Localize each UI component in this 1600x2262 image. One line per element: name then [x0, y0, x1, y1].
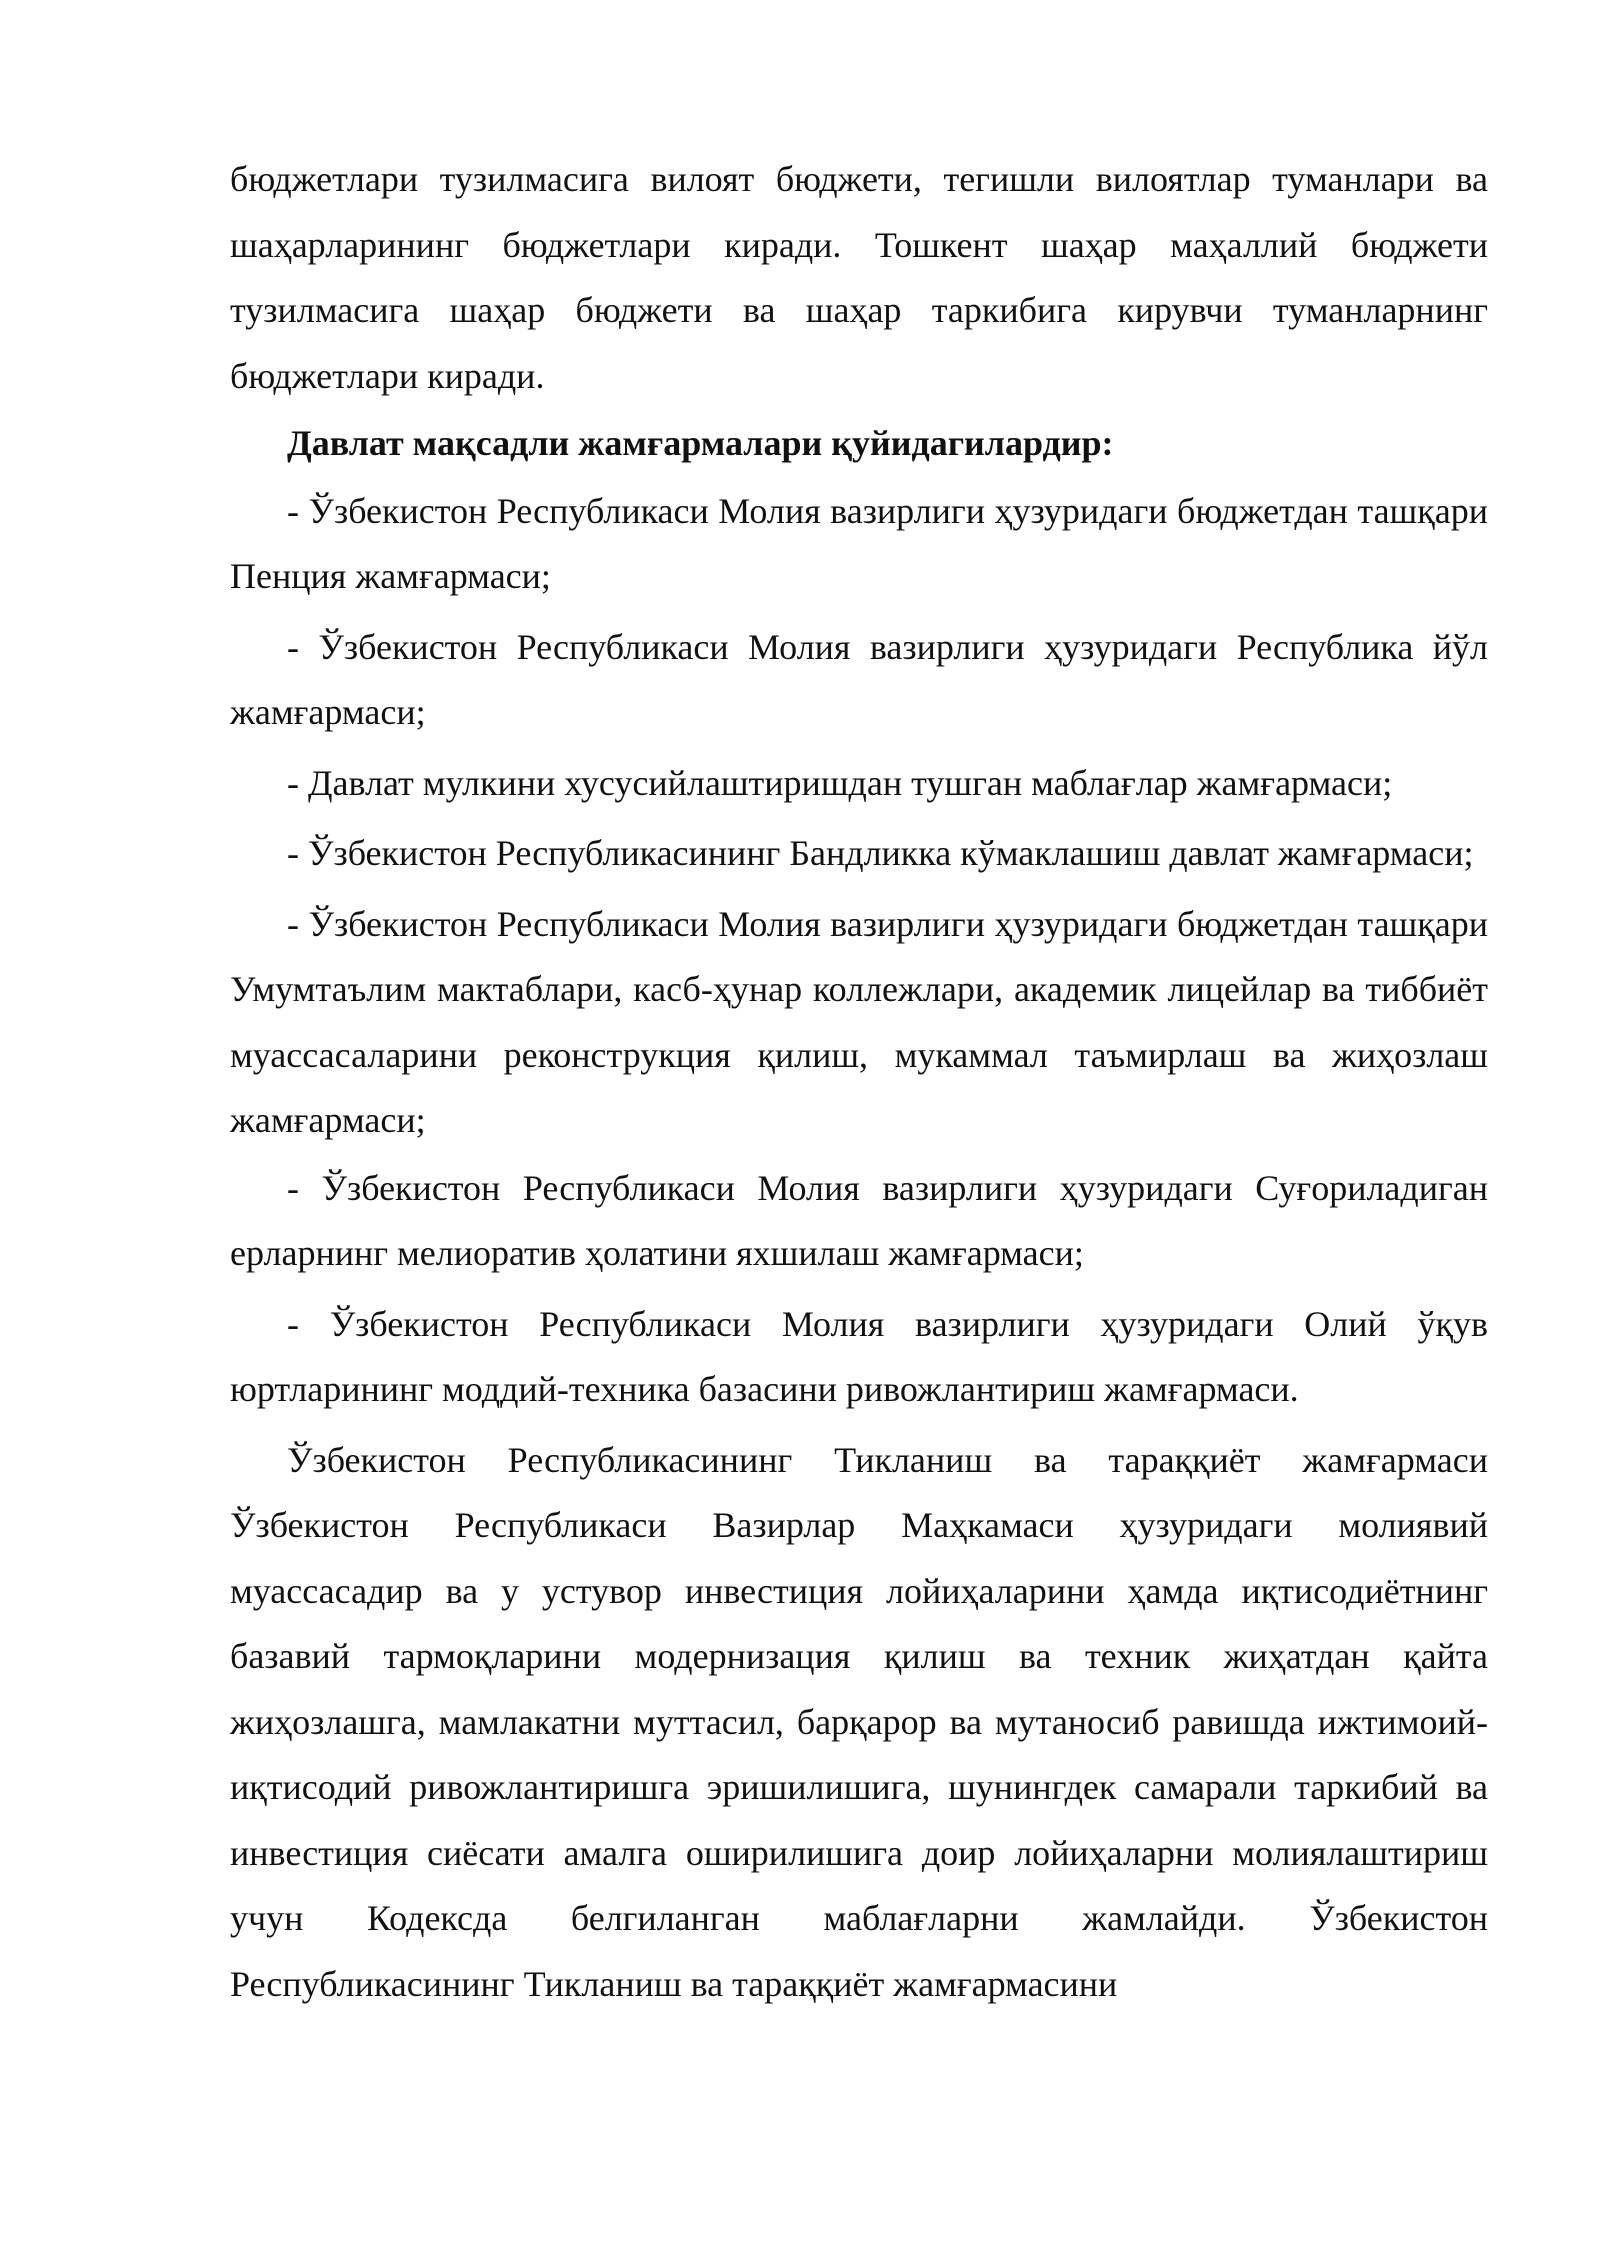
heading-state-target-funds: Давлат мақсадли жамғармалари қуйидагилардир:: [287, 423, 1114, 463]
paragraph-local-budgets: бюджетлари тузилмасига вилоят бюджети, тегишли вилоятлар туманлари ва шаҳарларининг бюджетлари киради. Тошкент шаҳар маҳаллий бюджети тузилмасига шаҳар бюджети ва шаҳар таркибига кирувчи туманларнинг бюджетлари киради.: [230, 159, 1488, 396]
list-item-irrigation-fund: - Ўзбекистон Республикаси Молия вазирлиги ҳузуридаги Суғориладиган ерларнинг мелиоратив ҳолатини яхшилаш жамғармаси;: [230, 1167, 1488, 1273]
list-item-road-fund: - Ўзбекистон Республикаси Молия вазирлиги ҳузуридаги Республика йўл жамғармаси;: [230, 626, 1488, 732]
list-item-schools-fund: - Ўзбекистон Республикаси Молия вазирлиги ҳузуридаги бюджетдан ташқари Умумтаълим мактаблари, касб-ҳунар коллежлари, академик лицейлар ва тиббиёт муассасаларини реконструкция қилиш, мукаммал таъмирлаш ва жиҳозлаш жамғармаси;: [230, 903, 1488, 1140]
document-body: [230, 147, 1488, 2017]
list-item-universities-fund: - Ўзбекистон Республикаси Молия вазирлиги ҳузуридаги Олий ўқув юртларининг моддий-техника базасини ривожлантириш жамғармаси.: [230, 1303, 1488, 1409]
list-item-employment-fund: - Ўзбекистон Республикасининг Бандликка кўмаклашиш давлат жамғармаси;: [287, 833, 1474, 873]
list-item-pension-fund: - Ўзбекистон Республикаси Молия вазирлиги ҳузуридаги бюджетдан ташқари Пенция жамғармаси;: [230, 490, 1488, 596]
paragraph-reconstruction-fund: Ўзбекистон Республикасининг Тикланиш ва тараққиёт жамғармаси Ўзбекистон Республикаси Вазирлар Маҳкамаси ҳузуридаги молиявий муассасадир ва у устувор инвестиция лойиҳаларини ҳамда иқтисодиётнинг базавий тармоқларини модернизация қилиш ва техник жиҳатдан қайта жиҳозлашга, мамлакатни муттасил, барқарор ва мутаносиб равишда ижтимоий-иқтисодий ривожлантиришга эришилишига, шунингдек самарали таркибий ва инвестиция сиёсати амалга оширилишига доир лойиҳаларни молиялаштириш учун Кодексда белгиланган маблағларни жамлайди. Ўзбекистон Республикасининг Тикланиш ва тараққиёт жамғармасини: [230, 1439, 1488, 2004]
list-item-privatization-fund: - Давлат мулкини хусусийлаштиришдан тушган маблағлар жамғармаси;: [287, 762, 1393, 803]
